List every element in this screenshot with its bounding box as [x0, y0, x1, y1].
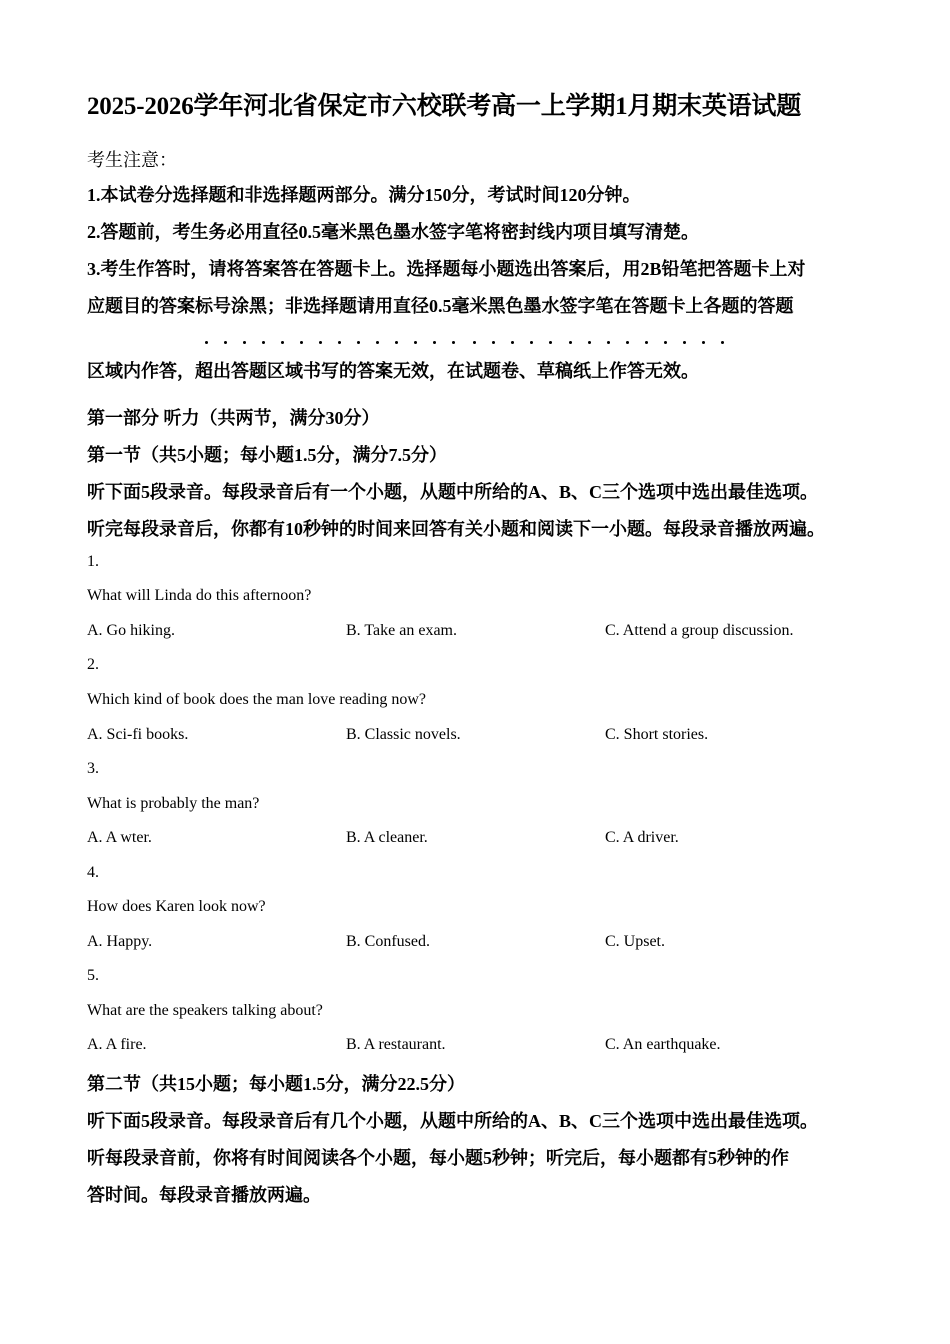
option-c: C. Upset. — [605, 933, 665, 950]
notice-heading: 考生注意： — [87, 150, 177, 170]
notice-item-3-end: 区域内作答，超出答题区域书写的答案无效，在试题卷、草稿纸上作答无效。 — [87, 361, 699, 381]
option-c: C. Attend a group discussion. — [605, 622, 794, 639]
section2-heading: 第二节（共15小题；每小题1.5分，满分22.5分） — [87, 1074, 465, 1094]
part1-heading: 第一部分 听力（共两节，满分30分） — [87, 408, 380, 428]
question-number: 4. — [87, 864, 99, 881]
option-b: B. A restaurant. — [346, 1036, 446, 1053]
exam-title: 2025-2026学年河北省保定市六校联考高一上学期1月期末英语试题 — [87, 93, 802, 120]
notice-item-3: 3.考生作答时，请将答案答在答题卡上。选择题每小题选出答案后，用2B铅笔把答题卡上对 — [87, 259, 806, 279]
section2-instruction-1: 听下面5段录音。每段录音后有几个小题，从题中所给的A、B、C三个选项中选出最佳选项。 — [87, 1111, 818, 1131]
section1-heading: 第一节（共5小题；每小题1.5分，满分7.5分） — [87, 445, 447, 465]
notice-item-2: 2.答题前，考生务必用直径0.5毫米黑色墨水签字笔将密封线内项目填写清楚。 — [87, 222, 699, 242]
section1-instruction-2: 听完每段录音后，你都有10秒钟的时间来回答有关小题和阅读下一小题。每段录音播放两遍。 — [87, 519, 825, 539]
notice-item-1: 1.本试卷分选择题和非选择题两部分。满分150分，考试时间120分钟。 — [87, 185, 641, 205]
option-c: C. An earthquake. — [605, 1036, 721, 1053]
notice-item-3-cont: 应题目的答案标号涂黑；非选择题请用直径0.5毫米黑色墨水签字笔在答题卡上各题的答题 — [87, 296, 794, 316]
option-b: B. Confused. — [346, 933, 430, 950]
section2-instruction-3: 答时间。每段录音播放两遍。 — [87, 1185, 321, 1205]
question-number: 1. — [87, 553, 99, 570]
question-text: What is probably the man? — [87, 795, 260, 812]
option-c: C. Short stories. — [605, 726, 709, 743]
option-c: C. A driver. — [605, 829, 679, 846]
option-b: B. Classic novels. — [346, 726, 461, 743]
emphasis-dots — [205, 341, 725, 351]
question-text: What will Linda do this afternoon? — [87, 587, 312, 604]
option-b: B. A cleaner. — [346, 829, 428, 846]
section1-instruction-1: 听下面5段录音。每段录音后有一个小题，从题中所给的A、B、C三个选项中选出最佳选项。 — [87, 482, 818, 502]
option-b: B. Take an exam. — [346, 622, 457, 639]
section2-instruction-2: 听每段录音前，你将有时间阅读各个小题，每小题5秒钟；听完后，每小题都有5秒钟的作 — [87, 1148, 789, 1168]
question-number: 2. — [87, 656, 99, 673]
question-number: 5. — [87, 967, 99, 984]
option-a: A. Sci-fi books. — [87, 726, 189, 743]
option-a: A. A wter. — [87, 829, 152, 846]
question-text: Which kind of book does the man love reading now? — [87, 691, 427, 708]
option-a: A. A fire. — [87, 1036, 147, 1053]
option-a: A. Go hiking. — [87, 622, 175, 639]
question-text: How does Karen look now? — [87, 898, 266, 915]
question-number: 3. — [87, 760, 99, 777]
option-a: A. Happy. — [87, 933, 153, 950]
question-text: What are the speakers talking about? — [87, 1002, 323, 1019]
